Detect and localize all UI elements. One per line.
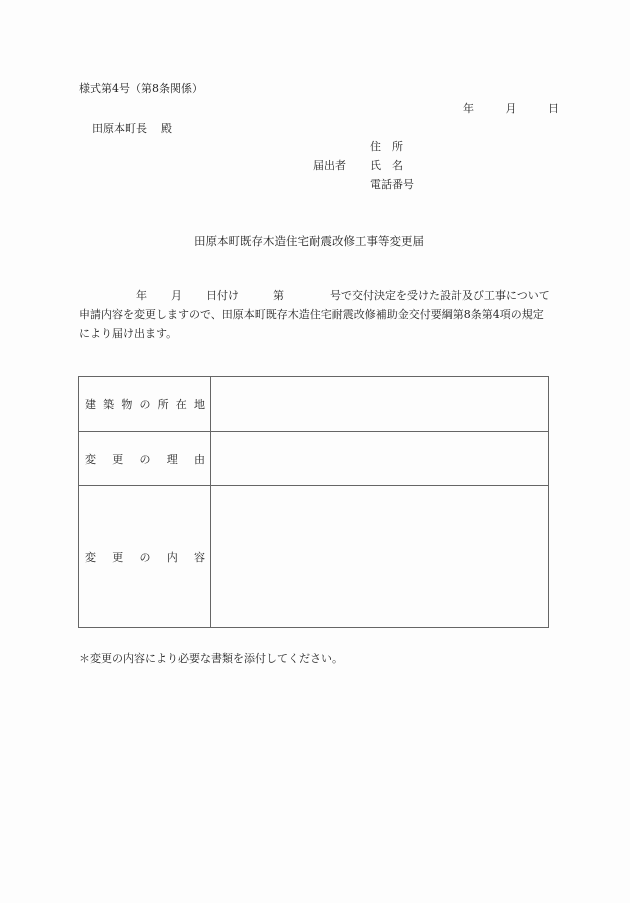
date-day-label: 日 [548,102,559,115]
body-number-prefix: 第 [273,289,284,302]
value-change-content[interactable] [211,486,549,628]
attachment-note: ＊変更の内容により必要な書類を添付してください。 [79,652,343,665]
table-row-location [79,377,549,432]
date-year-label: 年 [463,102,474,115]
body-paragraph [79,286,553,343]
form-number: 様式第4号（第8条関係） [79,82,203,95]
label-building-location: 建 築 物 の 所 在 地 [79,377,211,432]
applicant-label: 届出者 [313,159,346,172]
applicant-phone-label: 電話番号 [370,178,414,191]
form-table [78,376,549,628]
document-title: 田原本町既存木造住宅耐震改修工事等変更届 [194,234,424,248]
addressee [92,120,172,136]
date-month-label: 月 [505,102,517,115]
body-text: 号で交付決定を受けた設計及び工事について申請内容を変更しますので、田原本町既存木造住宅耐震改修補助金交付要綱第8条第4項の規定により届け出ます。 [79,289,550,340]
label-change-content: 変 更 の 内 容 [79,486,211,628]
value-change-reason[interactable] [211,432,549,486]
applicant-name-label: 氏 名 [370,159,403,172]
table-row-reason [79,432,549,486]
body-month: 月 [171,289,182,302]
date-line [463,100,559,116]
value-building-location[interactable] [211,377,549,432]
label-change-reason: 変 更 の 理 由 [79,432,211,486]
honorific: 殿 [161,122,172,135]
addressee-name: 田原本町長 [92,122,147,135]
table-row-content [79,486,549,628]
body-year: 年 [136,289,147,302]
applicant-address-label: 住 所 [370,140,403,153]
body-day-dated: 日付け [206,289,239,302]
